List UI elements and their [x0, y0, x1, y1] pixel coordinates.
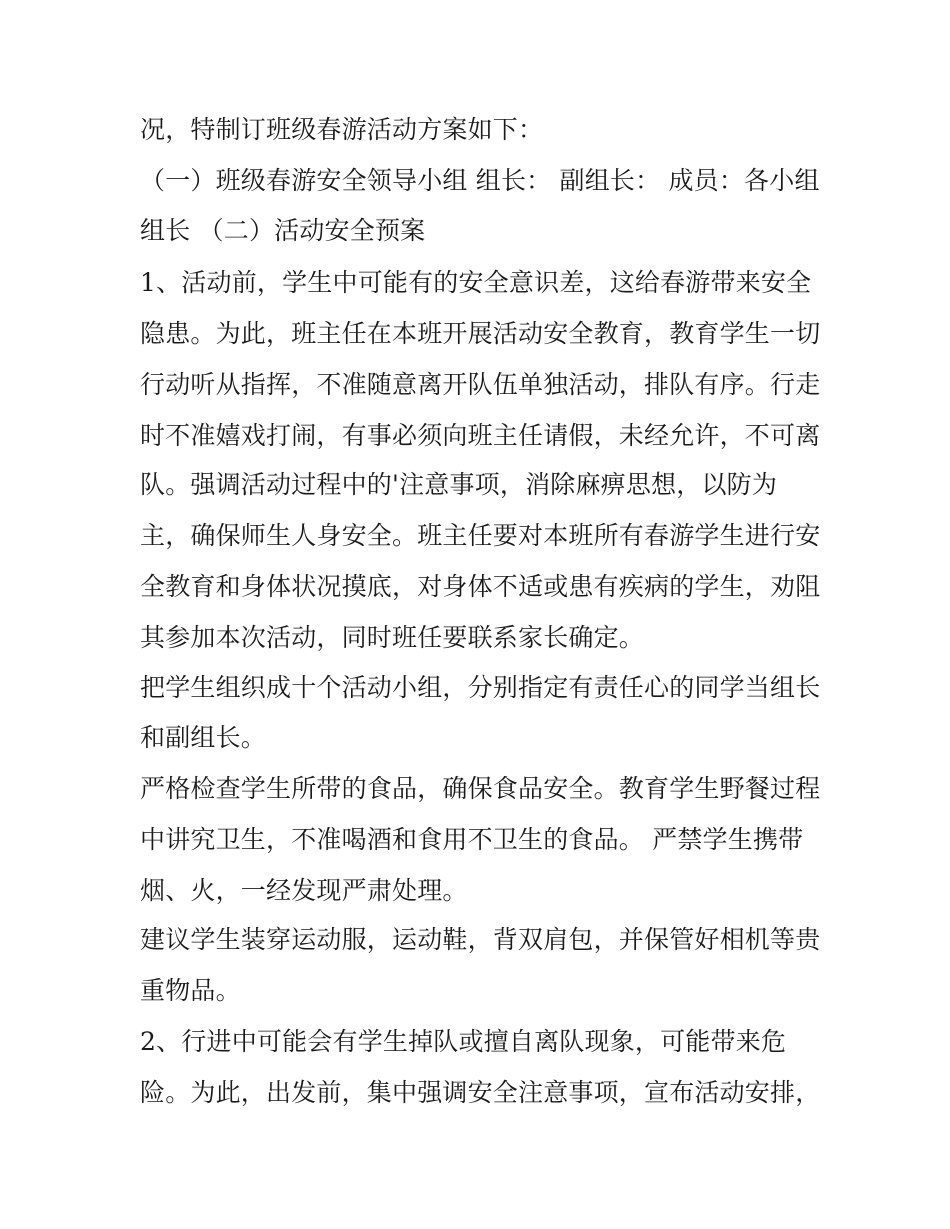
text-line: 2、行进中可能会有学生掉队或擅自离队现象，可能带来危 [140, 1027, 787, 1056]
text-line: 时不准嬉戏打闹，有事必须向班主任请假，未经允许，不可离 [140, 421, 821, 450]
text-line: 险。为此，出发前，集中强调安全注意事项，宣布活动安排， [140, 1078, 821, 1107]
text-line: 和副组长。 [140, 723, 267, 752]
text-line: （一）班级春游安全领导小组 组长： 副组长： 成员：各小组 [140, 166, 820, 195]
text-line: 行动听从指挥，不准随意离开队伍单独活动，排队有序。行走 [140, 370, 821, 399]
text-line: 主，确保师生人身安全。班主任要对本班所有春游学生进行安 [140, 521, 821, 550]
text-line: 况，特制订班级春游活动方案如下： [140, 115, 544, 144]
text-line: 1、活动前，学生中可能有的安全意识差，这给春游带来安全 [140, 268, 812, 297]
text-line: 严格检查学生所带的食品，确保食品安全。教育学生野餐过程 [140, 774, 821, 803]
text-line: 其参加本次活动，同时班任要联系家长确定。 [140, 623, 645, 652]
text-line: 重物品。 [140, 976, 241, 1005]
text-line: 组长 （二）活动安全预案 [140, 216, 426, 245]
text-line: 建议学生装穿运动服，运动鞋，背双肩包，并保管好相机等贵 [140, 925, 821, 954]
text-line: 中讲究卫生，不准喝酒和食用不卫生的食品。 严禁学生携带 [140, 825, 804, 854]
text-line: 把学生组织成十个活动小组，分别指定有责任心的同学当组长 [140, 673, 821, 702]
text-line: 队。强调活动过程中的'注意事项，消除麻痹思想，以防为 [140, 470, 778, 499]
text-line: 全教育和身体状况摸底，对身体不适或患有疾病的学生，劝阻 [140, 572, 821, 601]
text-line: 烟、火，一经发现严肃处理。 [140, 876, 468, 905]
text-line: 隐患。为此，班主任在本班开展活动安全教育，教育学生一切 [140, 319, 821, 348]
